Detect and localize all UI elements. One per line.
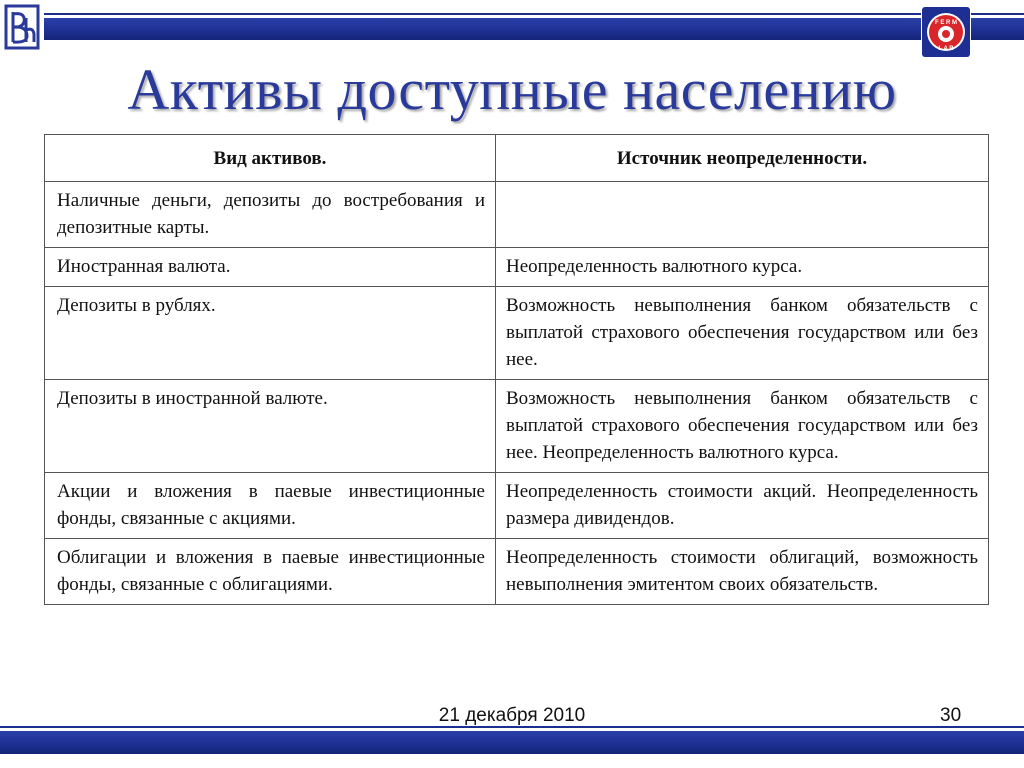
asset-type-cell: Иностранная валюта. (45, 248, 496, 287)
asset-type-cell: Депозиты в иностранной валюте. (45, 380, 496, 473)
uncertainty-cell: Возможность невыполнения банком обязательств с выплатой страхового обеспечения государством или без нее. Неопределенность валютного курса. (496, 380, 989, 473)
table-row (45, 182, 989, 248)
slide-title: Активы доступные населению (127, 57, 897, 122)
table-row (45, 473, 989, 539)
hse-logo-icon (0, 0, 44, 62)
fermlab-logo-icon (921, 6, 971, 58)
asset-type-cell: Облигации и вложения в паевые инвестиционные фонды, связанные с облигациями. (45, 539, 496, 605)
table-row (45, 380, 989, 473)
table-header-row (45, 135, 989, 182)
table-row (45, 248, 989, 287)
uncertainty-cell: Возможность невыполнения банком обязательств с выплатой страхового обеспечения государством или без нее. (496, 287, 989, 380)
bottom-band (0, 731, 1024, 754)
top-band-line (0, 13, 1024, 15)
asset-type-cell: Депозиты в рублях. (45, 287, 496, 380)
uncertainty-cell (496, 182, 989, 248)
asset-type-cell: Акции и вложения в паевые инвестиционные фонды, связанные с акциями. (45, 473, 496, 539)
footer-date: 21 декабря 2010 (438, 705, 586, 726)
fermlab-logo (921, 6, 971, 58)
uncertainty-cell: Неопределенность стоимости облигаций, возможность невыполнения эмитентом своих обязательств. (496, 539, 989, 605)
page-number: 30 (940, 705, 962, 726)
uncertainty-cell: Неопределенность валютного курса. (496, 248, 989, 287)
uncertainty-cell: Неопределенность стоимости акций. Неопределенность размера дивидендов. (496, 473, 989, 539)
fermlab-logo-text-bottom: L A B (938, 46, 954, 52)
table-row (45, 539, 989, 605)
fermlab-logo-text-top: F E R M (935, 20, 957, 26)
header-uncertainty-source: Источник неопределенности. (496, 135, 989, 182)
table-row (45, 287, 989, 380)
asset-type-cell: Наличные деньги, депозиты до востребования и депозитные карты. (45, 182, 496, 248)
assets-table (44, 134, 989, 605)
top-band (0, 18, 1024, 40)
header-asset-type: Вид активов. (45, 135, 496, 182)
bottom-band-line (0, 726, 1024, 728)
hse-logo (0, 0, 44, 62)
